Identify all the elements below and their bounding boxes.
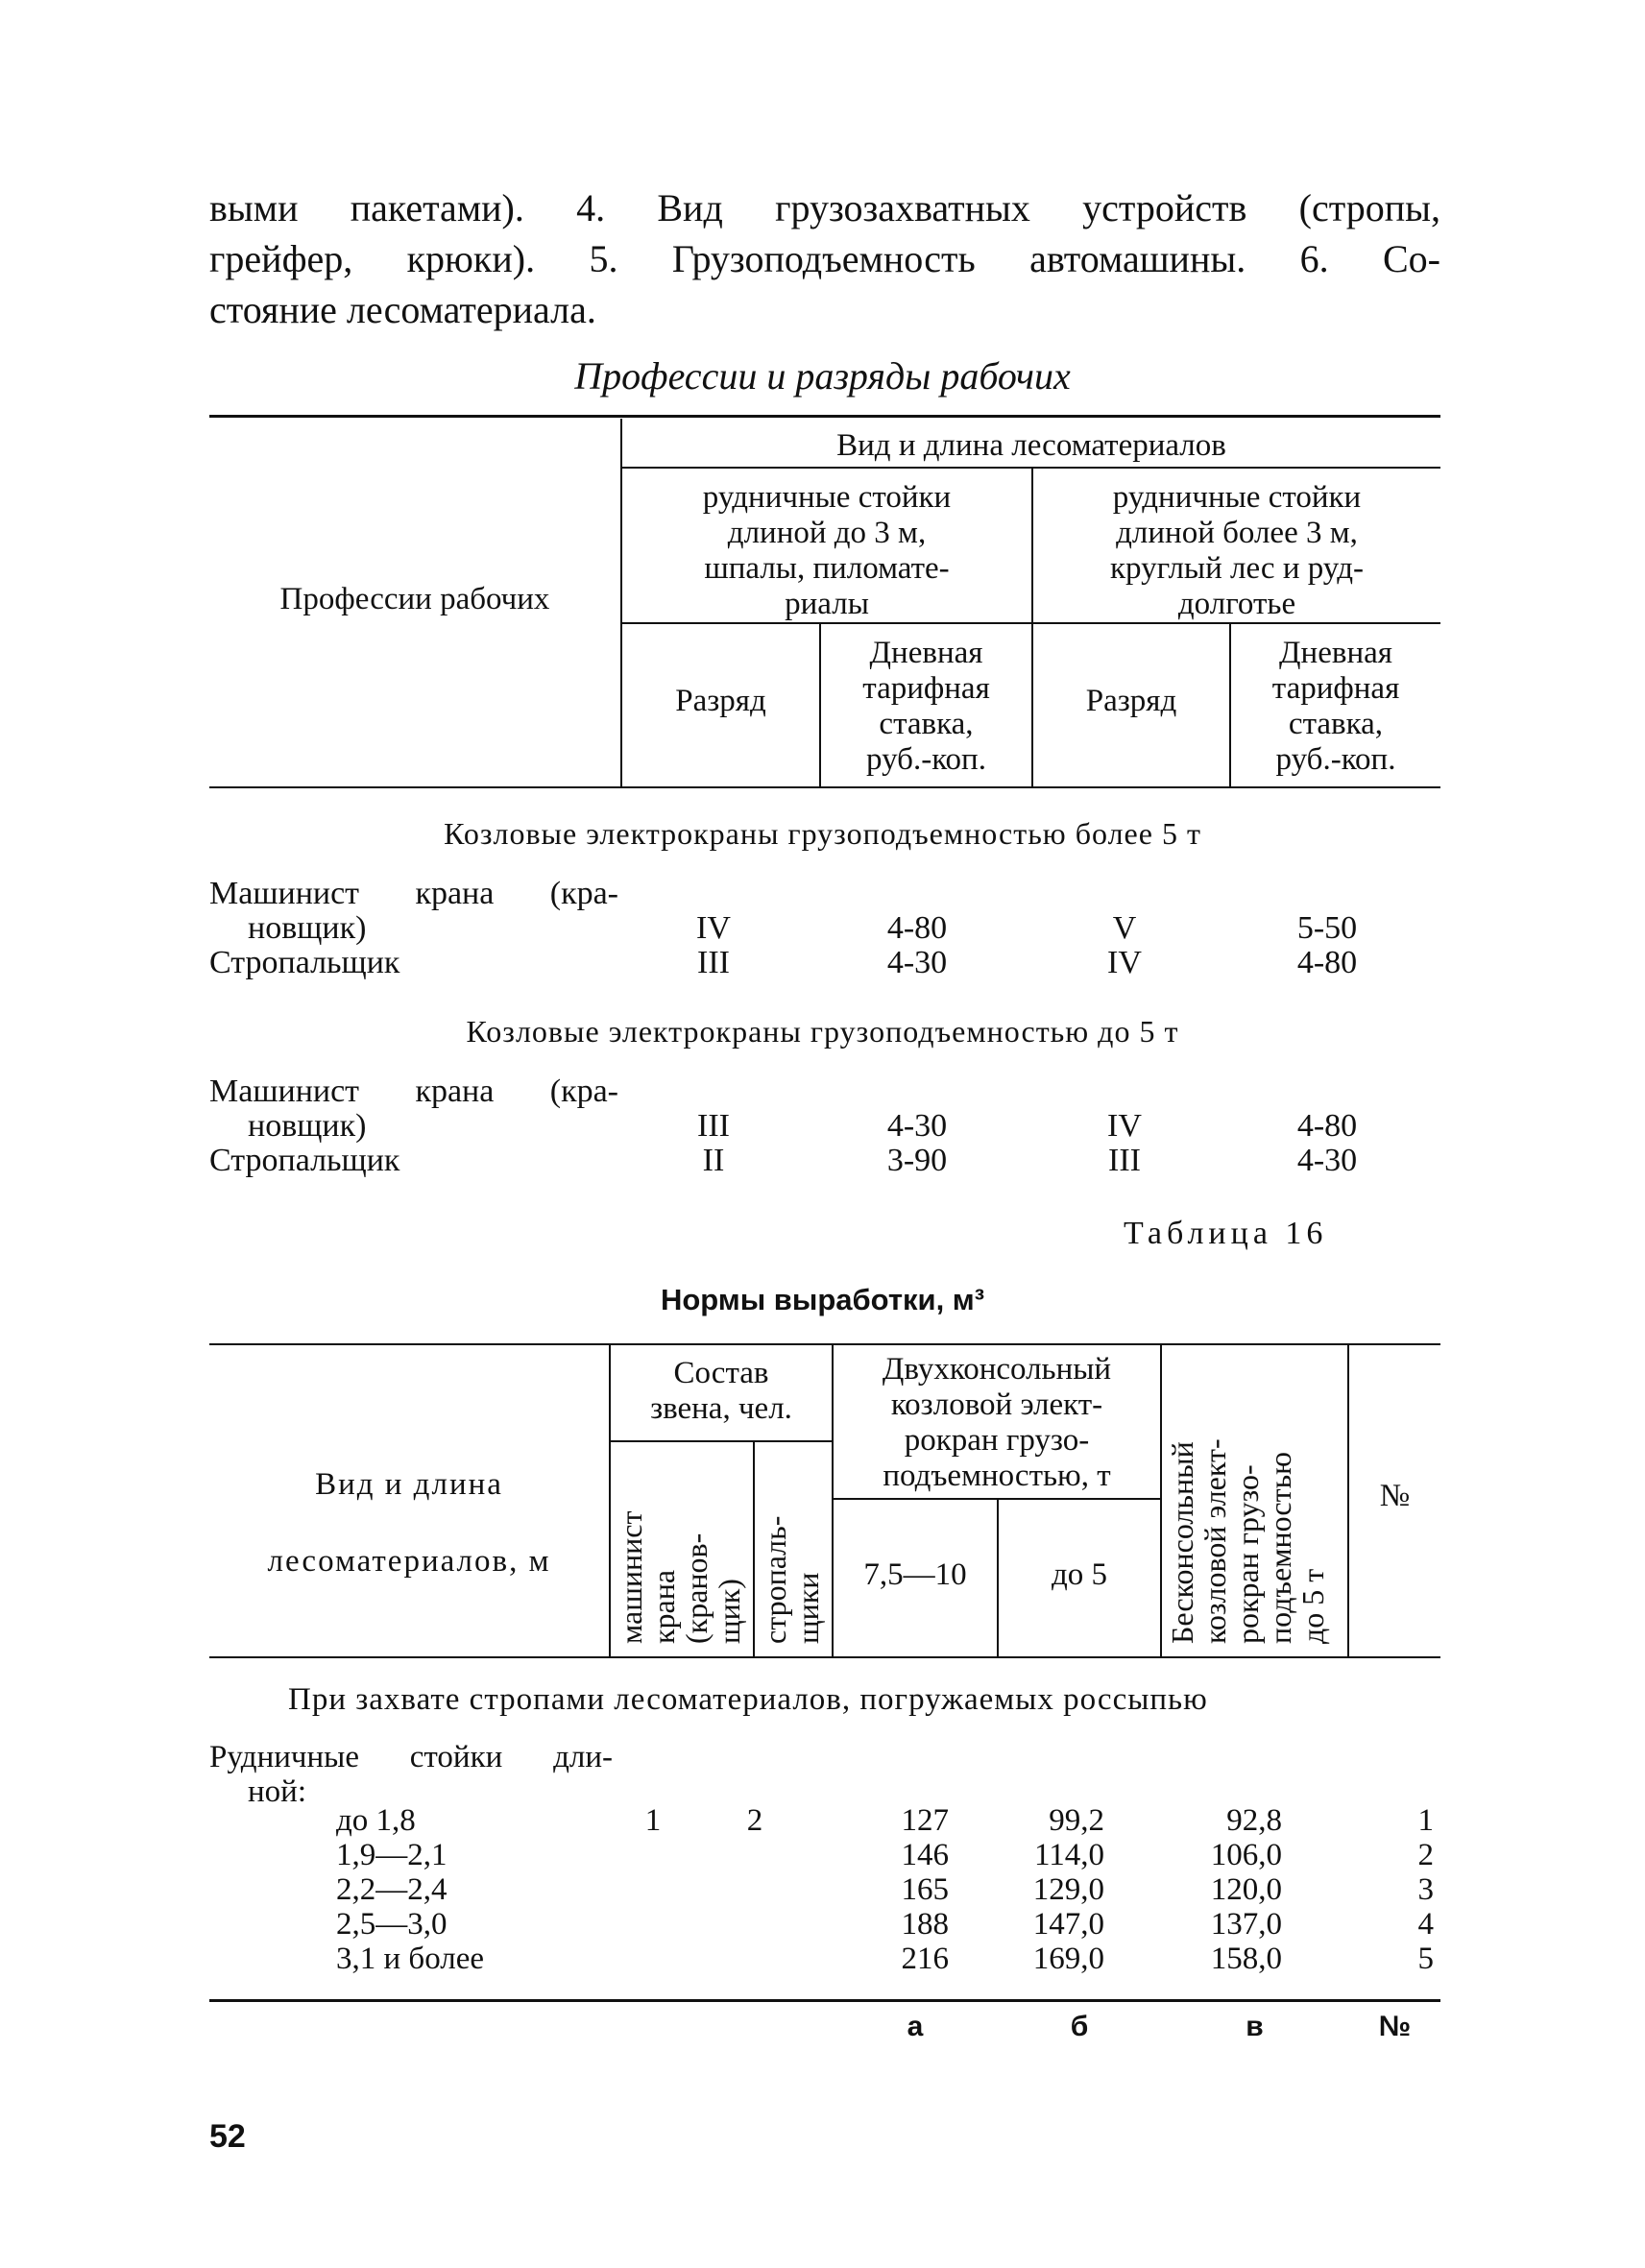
header-line: машинист (614, 1510, 648, 1644)
table16-col-range2: до 5 (1051, 1557, 1108, 1592)
header-line: Дневная (1279, 636, 1392, 670)
header-line: подъемностью, т (883, 1459, 1111, 1493)
table15-top-rule (209, 415, 1440, 418)
table16-cell-a: 188 (901, 1907, 949, 1942)
table16-cell-a: 146 (901, 1838, 949, 1872)
group-label-line: ной: (248, 1774, 306, 1809)
table15-col-profession: Профессии рабочих (279, 582, 550, 616)
table15-header-bottom-rule (209, 786, 1440, 788)
table16-cell-length: до 1,8 (336, 1803, 416, 1838)
table15-hline-sub1 (622, 622, 1440, 624)
rate-value: 4-30 (886, 945, 948, 980)
rate-value: 4-80 (886, 910, 948, 946)
intro-paragraph (209, 182, 1440, 335)
header-line: щики (790, 1572, 825, 1644)
intro-line: стояние лесоматериала. (209, 288, 596, 331)
table16-vline-double (1160, 1345, 1162, 1656)
header-line: круглый лес и руд- (1109, 551, 1365, 586)
table16-col-cantilever (1166, 1438, 1329, 1644)
rate-value: 4-80 (1296, 1108, 1358, 1144)
table16-bottom-rule (209, 1999, 1440, 2002)
table16-cell-length: 3,1 и более (336, 1942, 485, 1976)
footer-a: а (907, 2011, 924, 2042)
profession-name: Стропальщик (209, 945, 400, 980)
rank-value: III (697, 1108, 730, 1144)
table16-top-rule (209, 1343, 1440, 1345)
table16-header-bottom-rule (209, 1656, 1440, 1658)
header-line: звена, чел. (650, 1391, 792, 1426)
table16-hline-crew (611, 1440, 832, 1442)
table16-cell-slinger: 2 (746, 1803, 763, 1838)
header-line: до 5 т (1295, 1568, 1330, 1644)
header-line: стропаль- (758, 1515, 792, 1644)
intro-line: грейфер, крюки). 5. Грузоподъемность автомашины. 6. Со- (209, 237, 1440, 280)
table15-rate-label-1 (821, 636, 1031, 778)
header-line: руб.-коп. (866, 742, 986, 777)
table16-group-label (209, 1740, 613, 1809)
header-line: Вид и длина (315, 1467, 503, 1502)
table16-section-title: При захвате стропами лесоматериалов, погружаемых россыпью (288, 1682, 1208, 1717)
header-line: рокран грузо- (1230, 1464, 1265, 1644)
group-label-line: Рудничные стойки дли- (209, 1740, 613, 1774)
table16-col-operator (615, 1511, 745, 1644)
header-line: ставка, (879, 707, 974, 741)
table16-cell-no: 5 (1417, 1942, 1434, 1976)
header-line: шпалы, пиломате- (704, 551, 950, 586)
header-line: долготье (1177, 587, 1296, 621)
header-line: козловой элект- (890, 1387, 1103, 1422)
table16-cell-no: 3 (1417, 1872, 1434, 1907)
table16-vline-crew-sub (753, 1442, 755, 1656)
profession-name-cont: новщик) (248, 910, 367, 946)
rank-value: IV (1107, 1108, 1142, 1144)
rank-value: II (702, 1143, 725, 1178)
table15-section-title: Козловые электрокраны грузоподъемностью до 5 т (466, 1014, 1179, 1049)
footer-c: в (1246, 2011, 1264, 2042)
profession-name: Стропальщик (209, 1143, 400, 1178)
intro-line: выми пакетами). 4. Вид грузозахватных устройств (стропы, (209, 186, 1440, 229)
table15-rate-label-2 (1231, 636, 1440, 778)
header-line: лесоматериалов, м (267, 1544, 551, 1579)
table16-cell-length: 2,5—3,0 (336, 1907, 448, 1942)
table16-col-double-crane (834, 1352, 1160, 1494)
table16-col-no: № (1379, 1479, 1411, 1513)
table16-cell-c: 120,0 (1210, 1872, 1282, 1907)
header-line: Бесконсольный (1165, 1441, 1199, 1644)
rank-value: V (1112, 910, 1137, 946)
page-number: 52 (209, 2118, 246, 2155)
table16-col-material (209, 1446, 609, 1600)
header-line: тарифная (862, 671, 990, 706)
header-line: длиной более 3 м, (1116, 516, 1358, 550)
table15-group1 (622, 480, 1031, 622)
table16-cell-a: 216 (901, 1942, 949, 1976)
table16-cell-b: 114,0 (1033, 1838, 1104, 1872)
table16-col-range1: 7,5—10 (863, 1557, 967, 1592)
rate-value: 4-30 (886, 1108, 948, 1144)
rate-value: 5-50 (1296, 910, 1358, 946)
header-line: рокран грузо- (904, 1423, 1090, 1458)
table16-cell-length: 2,2—2,4 (336, 1872, 448, 1907)
table15-section-title: Козловые электрокраны грузоподъемностью более 5 т (444, 816, 1201, 851)
table16-cell-b: 129,0 (1032, 1872, 1104, 1907)
header-line: длиной до 3 м, (727, 516, 927, 550)
header-line: руб.-коп. (1275, 742, 1396, 777)
table16-cell-no: 1 (1417, 1803, 1434, 1838)
header-line: Состав (673, 1356, 769, 1390)
header-line: рудничные стойки (702, 480, 952, 515)
rate-value: 4-30 (1296, 1143, 1358, 1178)
rate-value: 3-90 (886, 1143, 948, 1178)
table16-cell-c: 106,0 (1210, 1838, 1282, 1872)
header-line: риалы (785, 587, 869, 621)
table16-cell-b: 99,2 (1049, 1803, 1104, 1838)
header-line: тарифная (1271, 671, 1400, 706)
header-line: Дневная (869, 636, 983, 670)
header-line: рудничные стойки (1112, 480, 1362, 515)
table16-cell-operator: 1 (644, 1803, 662, 1838)
footer-b: б (1070, 2011, 1089, 2042)
table16-cell-c: 158,0 (1210, 1942, 1282, 1976)
header-line: (кранов- (679, 1532, 714, 1644)
table16-label: Таблица 16 (1124, 1216, 1328, 1251)
rank-value: IV (696, 910, 731, 946)
header-line: ставка, (1288, 707, 1384, 741)
table16-cell-c: 92,8 (1226, 1803, 1282, 1838)
table15-group2 (1033, 480, 1440, 622)
table15-title: Профессии и разряды рабочих (574, 354, 1071, 398)
rank-value: IV (1107, 945, 1142, 980)
header-line: щик) (712, 1579, 746, 1644)
table16-cell-c: 137,0 (1210, 1907, 1282, 1942)
table16-col-crew (611, 1356, 832, 1427)
header-line: Двухконсольный (882, 1352, 1112, 1387)
profession-name-cont: новщик) (248, 1108, 367, 1144)
rank-value: III (1108, 1143, 1141, 1178)
table15-rank-label-1: Разряд (675, 684, 766, 718)
table16-cell-no: 4 (1417, 1907, 1434, 1942)
rank-value: III (697, 945, 730, 980)
table16-col-slinger (759, 1516, 824, 1644)
table16-title: Нормы выработки, м³ (660, 1283, 985, 1316)
header-line: козловой элект- (1197, 1438, 1232, 1644)
profession-name: Машинист крана (кра- (209, 876, 618, 911)
header-line: подъемностью (1263, 1451, 1297, 1644)
table16-cell-a: 165 (901, 1872, 949, 1907)
table16-cell-length: 1,9—2,1 (336, 1838, 448, 1872)
footer-no: № (1378, 2011, 1412, 2042)
table15-rank-label-2: Разряд (1085, 684, 1177, 718)
table16-cell-a: 127 (901, 1803, 949, 1838)
rate-value: 4-80 (1296, 945, 1358, 980)
table15-col-material-group: Вид и длина лесоматериалов (836, 428, 1226, 463)
table16-cell-no: 2 (1417, 1838, 1434, 1872)
header-line: крана (646, 1569, 681, 1644)
table16-cell-b: 147,0 (1032, 1907, 1104, 1942)
profession-name: Машинист крана (кра- (209, 1074, 618, 1109)
table16-cell-b: 169,0 (1032, 1942, 1104, 1976)
